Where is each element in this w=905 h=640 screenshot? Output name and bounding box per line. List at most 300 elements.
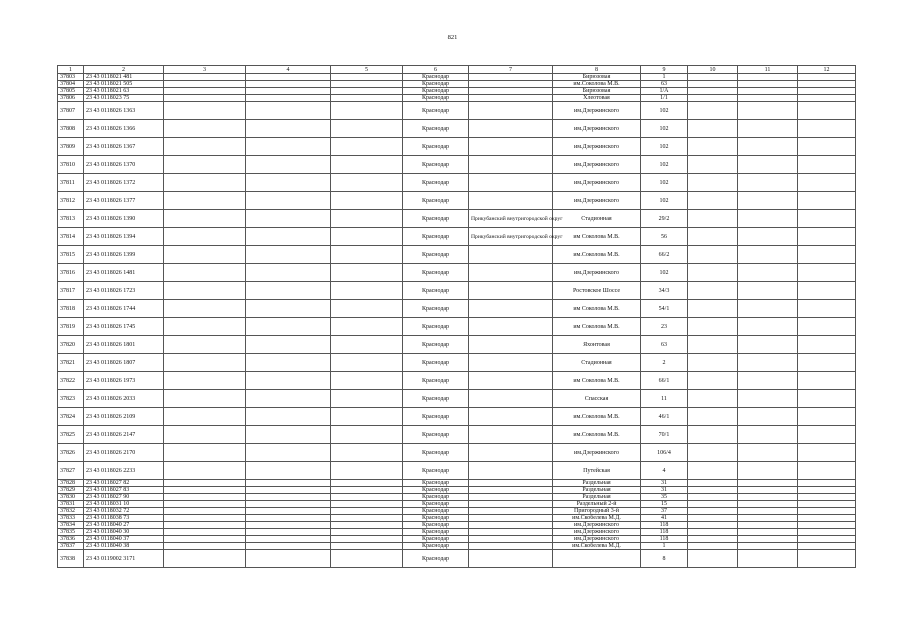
table-cell (164, 246, 246, 264)
table-cell (798, 81, 856, 88)
table-row (58, 138, 856, 156)
table-cell (164, 264, 246, 282)
table-cell: 31 (641, 480, 688, 487)
table-cell: 37818 (58, 300, 84, 318)
table-cell: Краснодар (403, 494, 469, 501)
table-cell (469, 508, 553, 515)
table-cell (688, 174, 738, 192)
table-cell (331, 300, 403, 318)
table-cell: 37827 (58, 462, 84, 480)
table-cell: 37803 (58, 74, 84, 81)
table-cell (164, 95, 246, 102)
table-cell (738, 282, 798, 300)
table-cell (688, 282, 738, 300)
table-cell: 37 (641, 508, 688, 515)
table-cell (331, 390, 403, 408)
table-cell: 23 43 0118026 1801 (84, 336, 164, 354)
table-cell (164, 550, 246, 568)
table-cell (469, 462, 553, 480)
table-cell: 23 43 0119002 3171 (84, 550, 164, 568)
table-cell (469, 529, 553, 536)
table-cell (246, 81, 331, 88)
table-cell (688, 354, 738, 372)
table-cell (798, 426, 856, 444)
table-cell: Краснодар (403, 74, 469, 81)
table-cell (469, 88, 553, 95)
table-cell: 23 43 0118040 38 (84, 543, 164, 550)
table-cell: им.Соколова М.В. (553, 246, 641, 264)
table-cell (688, 543, 738, 550)
table-cell: Краснодар (403, 354, 469, 372)
table-cell: Краснодар (403, 192, 469, 210)
table-cell (331, 494, 403, 501)
table-cell (688, 426, 738, 444)
table-cell (688, 81, 738, 88)
table-cell: 31 (641, 487, 688, 494)
table-cell (164, 529, 246, 536)
table-cell (164, 174, 246, 192)
table-cell (798, 494, 856, 501)
table-cell: Краснодар (403, 95, 469, 102)
table-cell: Краснодар (403, 264, 469, 282)
table-cell: 23 43 0118032 72 (84, 508, 164, 515)
table-cell: 23 43 0118026 1973 (84, 372, 164, 390)
table-cell: 37819 (58, 318, 84, 336)
table-cell (246, 444, 331, 462)
table-cell: Бирюзовая (553, 88, 641, 95)
table-cell: 23 43 0118026 2233 (84, 462, 164, 480)
table-cell (469, 95, 553, 102)
table-cell (738, 550, 798, 568)
table-cell: 37834 (58, 522, 84, 529)
table-cell (798, 444, 856, 462)
table-cell: Краснодар (403, 300, 469, 318)
table-cell: Краснодар (403, 88, 469, 95)
table-cell: им.Дзержинского (553, 102, 641, 120)
table-cell: Краснодар (403, 102, 469, 120)
table-row (58, 426, 856, 444)
table-cell: 23 43 0118027 83 (84, 487, 164, 494)
table-cell (738, 536, 798, 543)
table-cell (164, 522, 246, 529)
table-cell (469, 536, 553, 543)
table-cell (331, 210, 403, 228)
page-number: 821 (447, 34, 458, 41)
table-cell (469, 480, 553, 487)
table-cell (246, 102, 331, 120)
table-cell: 37825 (58, 426, 84, 444)
table-cell (164, 138, 246, 156)
table-cell (164, 480, 246, 487)
table-cell: 37831 (58, 501, 84, 508)
table-cell: 37805 (58, 88, 84, 95)
table-cell (688, 390, 738, 408)
table-cell: 8 (641, 550, 688, 568)
registry-table (57, 65, 856, 568)
table-cell (246, 462, 331, 480)
table-cell (164, 444, 246, 462)
table-cell: 37836 (58, 536, 84, 543)
table-cell (688, 336, 738, 354)
table-cell (798, 336, 856, 354)
table-cell (331, 536, 403, 543)
table-cell (738, 246, 798, 264)
table-cell (469, 522, 553, 529)
table-cell (246, 501, 331, 508)
table-cell: Краснодар (403, 282, 469, 300)
table-cell (164, 282, 246, 300)
table-cell (246, 282, 331, 300)
table-cell (469, 138, 553, 156)
table-cell (246, 88, 331, 95)
table-cell (469, 102, 553, 120)
table-cell (688, 462, 738, 480)
table-cell: им.Соколова М.В. (553, 426, 641, 444)
table-cell (469, 550, 553, 568)
table-cell (469, 390, 553, 408)
table-cell (331, 354, 403, 372)
table-cell: 37828 (58, 480, 84, 487)
table-cell (738, 138, 798, 156)
table-cell: 118 (641, 529, 688, 536)
table-cell (164, 501, 246, 508)
table-cell: Краснодар (403, 174, 469, 192)
table-row (58, 174, 856, 192)
table-row (58, 543, 856, 550)
table-cell: 37815 (58, 246, 84, 264)
table-cell: Краснодар (403, 426, 469, 444)
table-cell (688, 536, 738, 543)
table-cell: 23 43 0118040 37 (84, 536, 164, 543)
table-cell (331, 487, 403, 494)
table-cell: 102 (641, 138, 688, 156)
table-cell (688, 408, 738, 426)
table-cell: 1 (641, 74, 688, 81)
table-cell: 23 43 0118026 2033 (84, 390, 164, 408)
table-cell: 37824 (58, 408, 84, 426)
table-cell: 23 43 0118026 1370 (84, 156, 164, 174)
column-header: 4 (246, 66, 331, 74)
table-cell: Путейская (553, 462, 641, 480)
table-cell (469, 372, 553, 390)
table-cell: им.Дзержинского (553, 120, 641, 138)
table-row (58, 88, 856, 95)
table-cell (164, 372, 246, 390)
table-cell: 23 43 0118026 1367 (84, 138, 164, 156)
table-row (58, 487, 856, 494)
table-cell: 102 (641, 264, 688, 282)
table-cell (164, 462, 246, 480)
table-cell (688, 300, 738, 318)
table-cell: им Соколова М.В. (553, 318, 641, 336)
table-cell: Раздельный 2-й (553, 501, 641, 508)
table-cell (164, 336, 246, 354)
table-cell: 23 43 0118026 1377 (84, 192, 164, 210)
table-row (58, 515, 856, 522)
table-cell (738, 88, 798, 95)
table-cell (738, 426, 798, 444)
table-cell: 37813 (58, 210, 84, 228)
table-cell: Краснодар (403, 550, 469, 568)
table-row (58, 264, 856, 282)
table-cell (688, 120, 738, 138)
table-row (58, 156, 856, 174)
table-cell: Краснодар (403, 529, 469, 536)
table-cell (738, 102, 798, 120)
table-cell (738, 74, 798, 81)
table-cell (798, 372, 856, 390)
column-header: 7 (469, 66, 553, 74)
table-cell (331, 156, 403, 174)
table-cell: Стадионная (553, 354, 641, 372)
table-cell: 37806 (58, 95, 84, 102)
table-cell (688, 550, 738, 568)
table-cell: 23 43 0118021 481 (84, 74, 164, 81)
table-cell (246, 74, 331, 81)
table-cell: Краснодар (403, 81, 469, 88)
table-cell (469, 515, 553, 522)
table-cell (798, 550, 856, 568)
table-cell (246, 228, 331, 246)
table-cell (738, 300, 798, 318)
table-cell: Краснодар (403, 390, 469, 408)
table-cell (688, 210, 738, 228)
table-cell (164, 74, 246, 81)
table-cell: 1/1 (641, 95, 688, 102)
table-cell: 37814 (58, 228, 84, 246)
table-cell (688, 444, 738, 462)
table-cell (469, 336, 553, 354)
table-cell (688, 192, 738, 210)
table-cell (246, 543, 331, 550)
table-cell: Краснодар (403, 210, 469, 228)
header-row (58, 66, 856, 74)
table-cell (738, 444, 798, 462)
table-cell: 46/1 (641, 408, 688, 426)
table-cell (688, 246, 738, 264)
table-row (58, 494, 856, 501)
table-cell: 23 43 0118026 2109 (84, 408, 164, 426)
table-cell: 102 (641, 156, 688, 174)
table-cell: Пригородный 3-й (553, 508, 641, 515)
table-cell (331, 120, 403, 138)
table-cell: Краснодар (403, 536, 469, 543)
table-cell (738, 508, 798, 515)
table-row (58, 536, 856, 543)
table-cell: 37833 (58, 515, 84, 522)
table-cell (246, 536, 331, 543)
table-cell (553, 550, 641, 568)
table-cell (798, 543, 856, 550)
table-cell (164, 426, 246, 444)
table-cell (246, 264, 331, 282)
table-cell: 106/4 (641, 444, 688, 462)
table-cell: им.Дзержинского (553, 156, 641, 174)
table-cell (688, 487, 738, 494)
table-cell: 37809 (58, 138, 84, 156)
table-cell (738, 501, 798, 508)
table-cell: 102 (641, 102, 688, 120)
table-body (58, 74, 856, 568)
table-cell: 63 (641, 81, 688, 88)
table-cell: 23 43 0118026 1481 (84, 264, 164, 282)
table-cell: 23 43 0118026 1366 (84, 120, 164, 138)
table-cell (331, 372, 403, 390)
table-cell (798, 88, 856, 95)
table-cell (798, 515, 856, 522)
table-cell: 23 43 0118040 30 (84, 529, 164, 536)
table-cell: Прикубанский внутригородской округ (469, 228, 553, 246)
table-cell (798, 501, 856, 508)
table-cell: Краснодар (403, 138, 469, 156)
table-cell (246, 300, 331, 318)
table-cell: Яхонтовая (553, 336, 641, 354)
table-cell (246, 95, 331, 102)
table-cell (738, 543, 798, 550)
table-row (58, 282, 856, 300)
table-cell (738, 174, 798, 192)
table-cell: им.Дзержинского (553, 444, 641, 462)
table-cell (738, 522, 798, 529)
table-cell: 23 43 0118026 1363 (84, 102, 164, 120)
table-cell (331, 138, 403, 156)
table-cell (246, 508, 331, 515)
table-cell: Краснодар (403, 156, 469, 174)
table-cell (798, 462, 856, 480)
table-cell (738, 192, 798, 210)
table-cell (331, 408, 403, 426)
table-cell (246, 522, 331, 529)
table-cell (469, 501, 553, 508)
table-cell: им.Дзержинского (553, 536, 641, 543)
table-cell (469, 444, 553, 462)
table-row (58, 462, 856, 480)
table-cell: 23 43 0118021 63 (84, 88, 164, 95)
table-cell: Краснодар (403, 372, 469, 390)
table-cell (164, 354, 246, 372)
table-cell (469, 494, 553, 501)
table-cell (331, 522, 403, 529)
table-cell: 37822 (58, 372, 84, 390)
table-cell (798, 282, 856, 300)
table-cell: Краснодар (403, 462, 469, 480)
table-cell: Краснодар (403, 120, 469, 138)
table-cell (469, 282, 553, 300)
table-cell (738, 487, 798, 494)
table-cell (331, 501, 403, 508)
table-cell (738, 156, 798, 174)
table-cell: Бирюзовая (553, 74, 641, 81)
table-cell (738, 120, 798, 138)
table-cell: 23 43 0118023 75 (84, 95, 164, 102)
table-cell (246, 372, 331, 390)
table-cell: Краснодар (403, 515, 469, 522)
table-cell (246, 156, 331, 174)
table-cell: 37830 (58, 494, 84, 501)
table-cell (469, 300, 553, 318)
table-cell (246, 246, 331, 264)
table-cell (246, 318, 331, 336)
table-cell: 37807 (58, 102, 84, 120)
table-cell (164, 88, 246, 95)
table-cell: им.Соколова М.В. (553, 81, 641, 88)
table-cell (798, 120, 856, 138)
table-cell (246, 336, 331, 354)
table-cell (688, 501, 738, 508)
table-cell (798, 138, 856, 156)
table-cell (164, 487, 246, 494)
table-cell (738, 480, 798, 487)
table-cell (798, 174, 856, 192)
table-cell (798, 192, 856, 210)
table-cell: 37838 (58, 550, 84, 568)
table-cell (331, 318, 403, 336)
table-cell: им Соколова М.В. (553, 372, 641, 390)
table-cell (331, 74, 403, 81)
table-cell (331, 102, 403, 120)
column-header: 8 (553, 66, 641, 74)
table-cell (246, 210, 331, 228)
table-cell (246, 120, 331, 138)
table-cell (738, 318, 798, 336)
table-cell (331, 264, 403, 282)
table-cell: Краснодар (403, 480, 469, 487)
table-cell: 37817 (58, 282, 84, 300)
table-cell: Краснодар (403, 487, 469, 494)
table-cell: им.Дзержинского (553, 192, 641, 210)
table-cell: им Соколова М.В. (553, 300, 641, 318)
table-cell: Спасская (553, 390, 641, 408)
table-cell (738, 81, 798, 88)
table-cell (164, 515, 246, 522)
table-cell: 37832 (58, 508, 84, 515)
table-cell (246, 487, 331, 494)
table-cell (164, 300, 246, 318)
table-cell (164, 390, 246, 408)
table-cell (738, 529, 798, 536)
table-cell (164, 408, 246, 426)
table-cell: 23 43 0118040 27 (84, 522, 164, 529)
table-cell: 23 43 0118027 82 (84, 480, 164, 487)
table-cell: 37823 (58, 390, 84, 408)
table-cell (331, 81, 403, 88)
table-cell (331, 508, 403, 515)
table-row (58, 336, 856, 354)
table-cell: Краснодар (403, 543, 469, 550)
table-cell (738, 95, 798, 102)
table-cell: 37829 (58, 487, 84, 494)
column-header: 3 (164, 66, 246, 74)
table-cell: Краснодар (403, 408, 469, 426)
table-cell: им.Соколова М.В. (553, 408, 641, 426)
table-cell: 23 43 0118026 1394 (84, 228, 164, 246)
table-cell (798, 390, 856, 408)
table-cell (469, 174, 553, 192)
table-cell: 37826 (58, 444, 84, 462)
table-cell (688, 522, 738, 529)
table-cell (469, 120, 553, 138)
table-cell: Раздельная (553, 494, 641, 501)
table-cell (246, 426, 331, 444)
table-cell (688, 95, 738, 102)
table-cell (798, 536, 856, 543)
table-cell (798, 102, 856, 120)
table-cell (469, 408, 553, 426)
table-cell (331, 515, 403, 522)
table-cell: 37821 (58, 354, 84, 372)
table-cell: Краснодар (403, 336, 469, 354)
table-cell: 63 (641, 336, 688, 354)
